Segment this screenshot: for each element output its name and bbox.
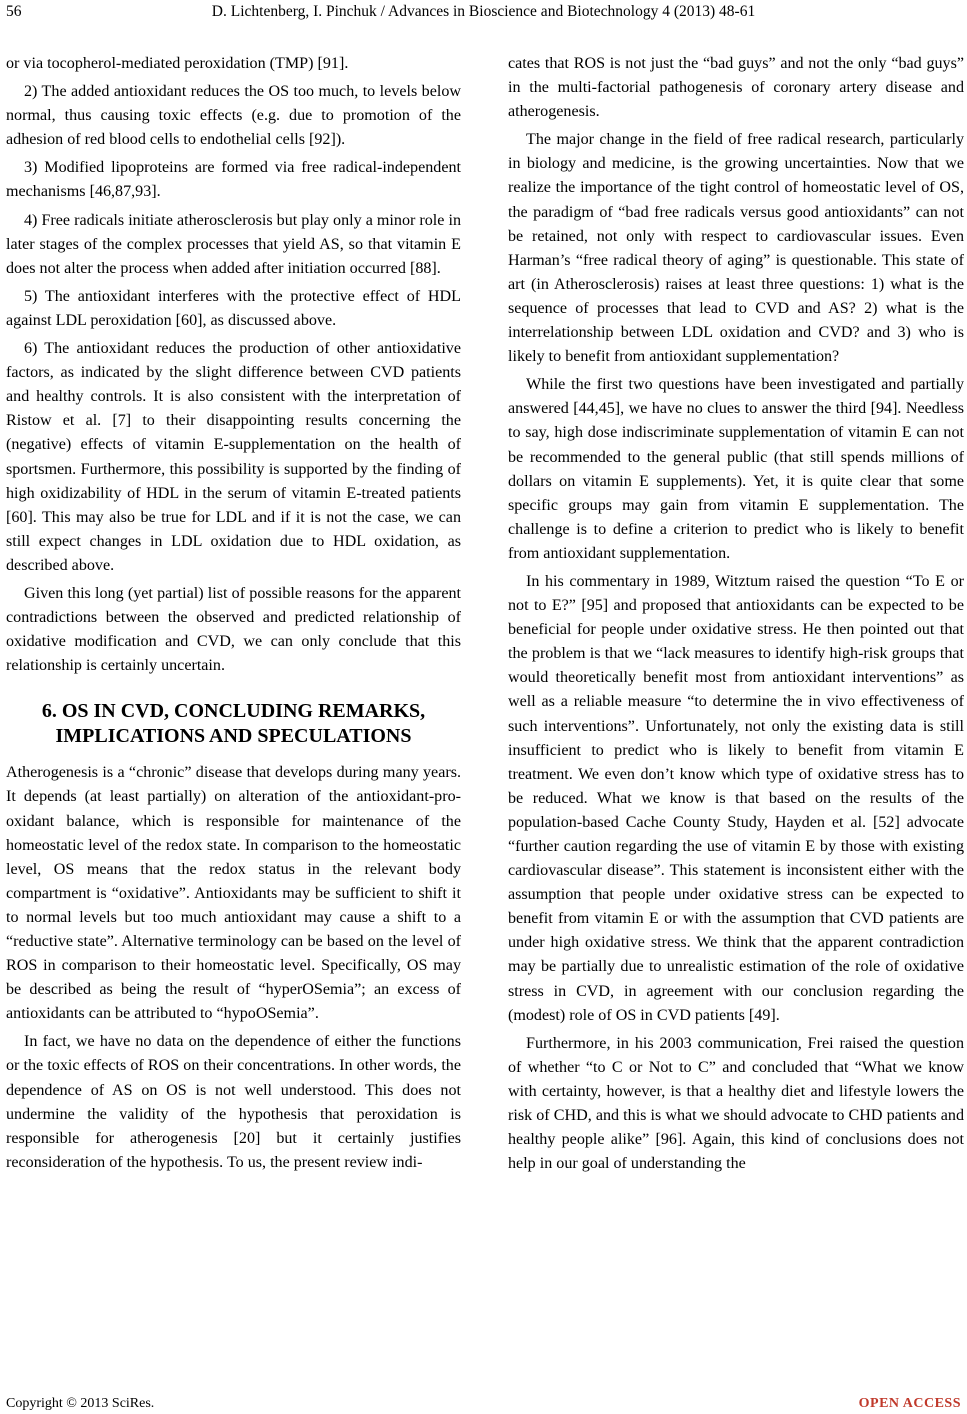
paragraph: Furthermore, in his 2003 communication, Frei raised the question of whether “to C or Not to C” and concluded that “What we know with certainty, however, is that a healthy diet and lifestyle lowers the risk of CHD, and this is what we should advocate to CHD patients and healthy people alike” [96]. Again, this kind of conclusions does not help in our goal of understanding the <box>508 1034 964 1173</box>
paragraph: Given this long (yet partial) list of possible reasons for the apparent contradictions between the observed and predicted relationship of oxidative modification and CVD, we can only conclude that this relationship is certainly uncertain. <box>6 584 461 675</box>
page-number: 56 <box>6 3 22 20</box>
running-head: D. Lichtenberg, I. Pinchuk / Advances in Bioscience and Biotechnology 4 (2013) 48-61 <box>211 3 756 20</box>
section-heading: 6. OS IN CVD, CONCLUDING REMARKS, IMPLICATIONS AND SPECULATIONS <box>41 700 426 748</box>
paragraph: cates that ROS is not just the “bad guys” and not the only “bad guys” in the multi-factorial pathogenesis of coronary artery disease and atherogenesis. <box>508 55 964 121</box>
paragraph: The major change in the field of free radical research, particularly in biology and medicine, is the growing uncertainties. Now that we realize the importance of the tight control of homeostatic level of OS, the paradigm of “bad free radicals versus good antioxidants” can not be retained, not only with respect to cardiovascular issues. Even Harman’s “free radical theory of aging” is questionable. This state of art (in Atherosclerosis) raises at least three questions: 1) what is the sequence of processes that lead to CVD and AS? 2) what is the interrelationship between LDL oxidation and CVD? and 3) who is likely to benefit from antioxidant supplementation? <box>508 131 964 366</box>
paragraph: 4) Free radicals initiate atherosclerosis but play only a minor role in later stages of the complex processes that yield AS, so that vitamin E does not alter the process when added after initiation occurred [88]. <box>6 211 461 277</box>
left-column <box>6 52 461 1179</box>
paragraph: While the first two questions have been investigated and partially answered [44,45], we have no clues to answer the third [94]. Needless to say, high dose indiscriminate supplementation of vitamin E can not be recommended to the general public (that still spends millions of dollars on vitamin E supplements). Yet, it is quite clear that some specific groups may gain from vitamin E supplementation. The challenge is to define a criterion to predict who is likely to benefit from antioxidant supplementation. <box>508 376 964 562</box>
paragraph: In his commentary in 1989, Witztum raised the question “To E or not to E?” [95] and proposed that antioxidants can be expected to be beneficial for people under oxidative stress. He then pointed out that the problem is that we “lack measures to identify high-risk groups that would theoretically benefit most from antioxidant interventions” as well as a reliable measure “to determine the in vivo effectiveness of such interventions”. Unfortunately, not only the existing data is still insufficient to predict who is likely to benefit from vitamin E treatment. We even don’t know which type of oxidative stress has to be reduced. What we know is that based on the results of the population-based Cache County Study, Hayden et al. [52] advocate “further caution regarding the use of vitamin E by those with existing cardiovascular disease”. This statement is inconsistent either with the assumption that people under oxidative stress can be expected to benefit from vitamin E or with the assumption that CVD patients are under high oxidative stress. We think that the apparent contradiction may be partially due to unrealistic estimation of the role of oxidative stress in CVD, in agreement with our conclusion regarding the (modest) role of OS in CVD patients [49]. <box>508 572 964 1024</box>
paragraph: 3) Modified lipoproteins are formed via free radical-independent mechanisms [46,87,93]. <box>6 159 461 201</box>
page-header <box>0 0 967 28</box>
paragraph: 6) The antioxidant reduces the production of other antioxidative factors, as indicated by the slight difference between CVD patients and healthy controls. It is also consistent with the interpretation of Ristow et al. [7] to their disappointing results concerning the (negative) effects of vitamin E-supplementation on the health of sportsmen. Furthermore, this possibility is supported by the finding of high oxidizability of HDL in the serum of vitamin E-treated patients [60]. This may also be true for LDL and if it is not the case, we can still expect changes in LDL oxidation due to HDL oxidation, as described above. <box>6 340 461 574</box>
paragraph: In fact, we have no data on the dependence of either the functions or the toxic effects of ROS on their concentrations. In other words, the dependence of AS on OS is not well understood. This does not undermine the validity of the hypothesis that peroxidation is responsible for atherogenesis [20] but it certainly justifies reconsideration of the hypothesis. To us, the present review indi- <box>6 1033 461 1171</box>
paragraph: 5) The antioxidant interferes with the protective effect of HDL against LDL peroxidation [60], as discussed above. <box>6 287 461 329</box>
right-column <box>508 52 964 1180</box>
open-access-label: OPEN ACCESS <box>858 1396 961 1411</box>
paragraph: 2) The added antioxidant reduces the OS too much, to levels below normal, thus causing toxic effects (e.g. due to promotion of the adhesion of red blood cells to endothelial cells [92]). <box>6 83 461 149</box>
paragraph: or via tocopherol-mediated peroxidation (TMP) [91]. <box>6 55 349 72</box>
copyright-notice: Copyright © 2013 SciRes. <box>6 1396 155 1411</box>
paragraph: Atherogenesis is a “chronic” disease that develops during many years. It depends (at least partially) on alteration of the antioxidant-pro-oxidant balance, which is responsible for maintenance of the homeostatic level of the redox state. In comparison to the homeostatic level, OS means that the redox status in the relevant body compartment is “oxidative”. Antioxidants may be sufficient to shift it to normal levels but too much antioxidant may cause a shift to a “reductive state”. Alternative terminology can be based on the level of ROS in comparison to their homeostatic level. Specifically, OS may be described as being the result of “hyperOSemia”; an excess of antioxidants can be attributed to “hypoOSemia”. <box>6 764 461 1023</box>
